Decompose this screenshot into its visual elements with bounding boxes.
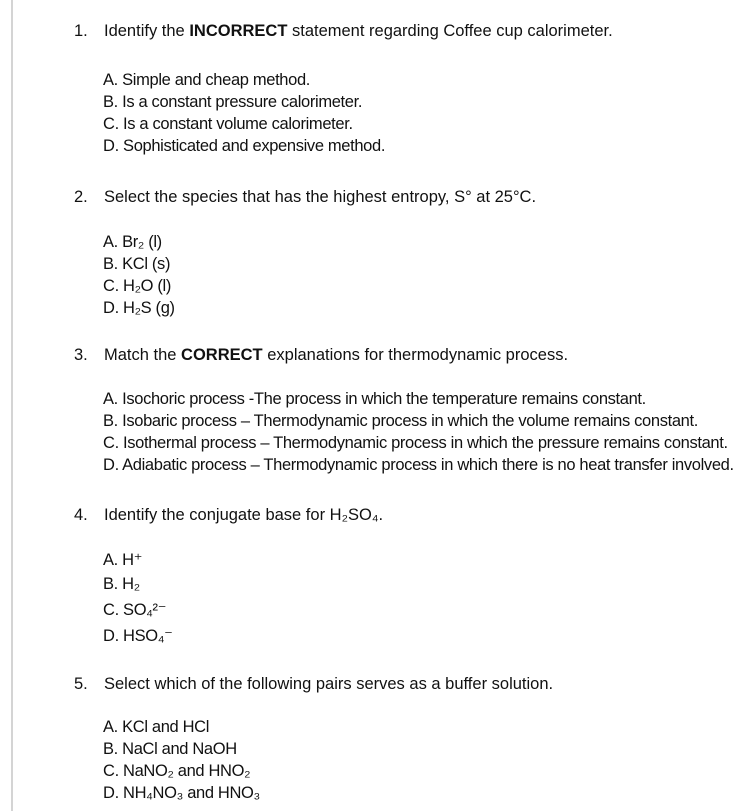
option-b: B. NaCl and NaOH: [103, 740, 237, 758]
option-list: [103, 716, 260, 804]
question-number: 5.: [74, 675, 88, 693]
option-a: A. H⁺: [103, 551, 143, 569]
option-d: D. Adiabatic process – Thermodynamic process in which there is no heat transfer involved.: [103, 456, 734, 474]
option-a: A. Simple and cheap method.: [103, 71, 311, 89]
option-c: C. Isothermal process – Thermodynamic process in which the pressure remains constant.: [103, 434, 728, 452]
question-text: Select the species that has the highest entropy, S° at 25°C.: [104, 188, 537, 206]
option-b: B. KCl (s): [103, 255, 171, 273]
question-text: Identify the INCORRECT statement regarding Coffee cup calorimeter.: [104, 22, 613, 40]
option-list: [103, 69, 385, 157]
option-b: B. Isobaric process – Thermodynamic process in which the volume remains constant.: [103, 412, 698, 430]
question-number: 4.: [74, 506, 88, 524]
question-number: 1.: [74, 22, 88, 40]
option-list: [103, 549, 172, 647]
option-c: C. Is a constant volume calorimeter.: [103, 115, 353, 133]
option-c: C. NaNO₂ and HNO₂: [103, 762, 251, 780]
option-c: C. SO₄²⁻: [103, 601, 167, 619]
option-d: D. HSO₄⁻: [103, 627, 173, 645]
option-b: B. H₂: [103, 575, 140, 593]
question-text: Match the CORRECT explanations for thermodynamic process.: [104, 346, 569, 364]
question-text: Select which of the following pairs serves as a buffer solution.: [104, 675, 554, 693]
option-b: B. Is a constant pressure calorimeter.: [103, 93, 363, 111]
page-left-border: [11, 0, 13, 811]
option-a: A. Br₂ (l): [103, 233, 162, 251]
option-d: D. H₂S (g): [103, 299, 175, 317]
option-c: C. H₂O (l): [103, 277, 171, 295]
question-number: 2.: [74, 188, 88, 206]
option-a: A. Isochoric process -The process in which the temperature remains constant.: [103, 390, 646, 408]
question-text: Identify the conjugate base for H₂SO₄.: [104, 506, 384, 524]
option-list: [103, 231, 175, 319]
option-a: A. KCl and HCl: [103, 718, 210, 736]
question-number: 3.: [74, 346, 88, 364]
emphasis: INCORRECT: [189, 22, 288, 40]
emphasis: CORRECT: [181, 346, 263, 364]
option-d: D. Sophisticated and expensive method.: [103, 137, 386, 155]
option-d: D. NH₄NO₃ and HNO₃: [103, 784, 260, 802]
option-list: [103, 388, 734, 476]
